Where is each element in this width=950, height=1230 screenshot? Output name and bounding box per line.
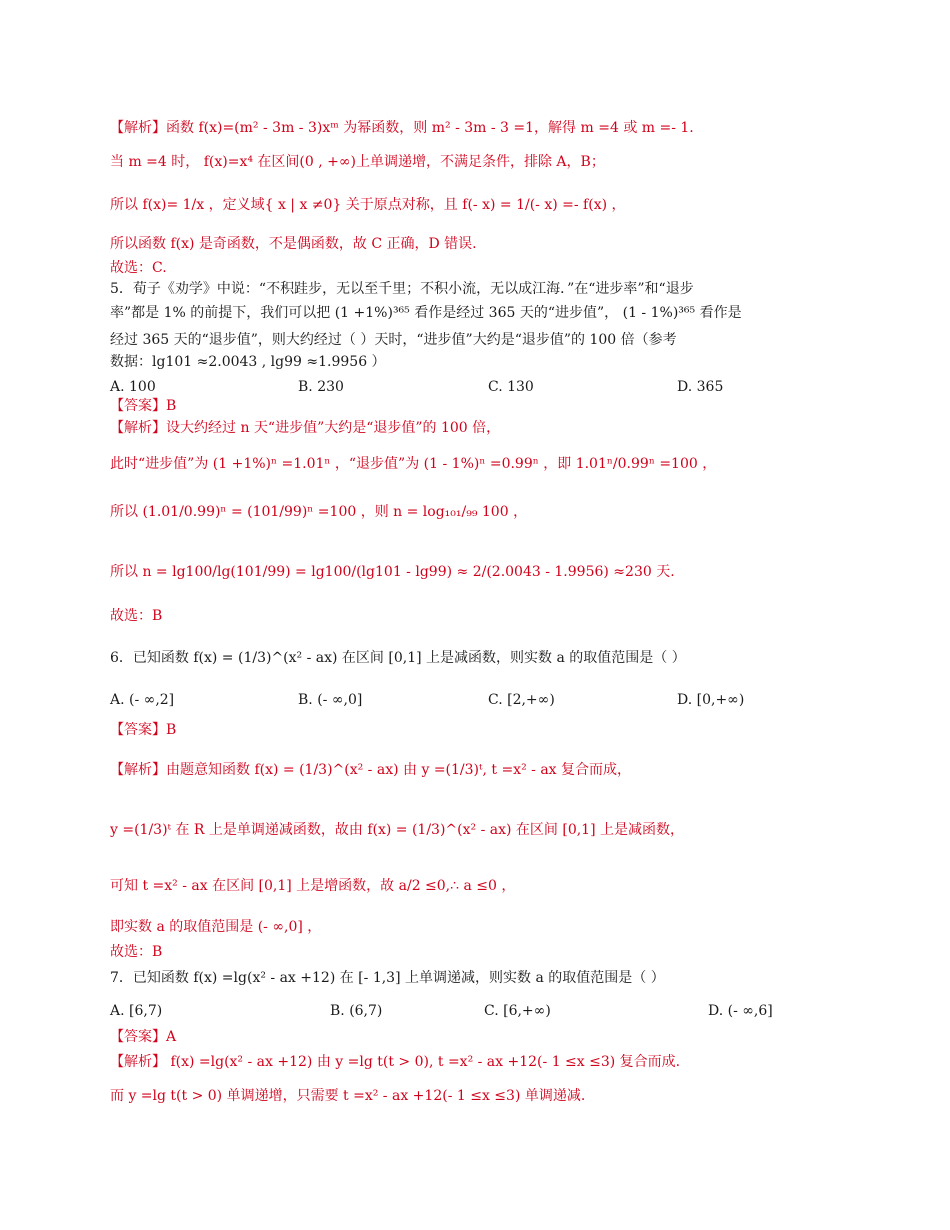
- q5-solution-line-1: 【解析】设大约经过 n 天“进步值”大约是“退步值”的 100 倍，: [110, 420, 501, 436]
- q6-option-b: B. (- ∞,0]: [298, 692, 363, 708]
- q5-stem-line-4: 数据：lg101 ≈2.0043 , lg99 ≈1.9956 ）: [110, 354, 386, 370]
- q4-solution-line-3: 所以 f(x)= 1/x ，定义域{ x | x ≠0} 关于原点对称，且 f(- x) = 1/(- x) =- f(x) ，: [110, 197, 626, 213]
- q4-solution-line-4: 所以函数 f(x) 是奇函数，不是偶函数，故 C 正确，D 错误.: [110, 236, 477, 252]
- q6-option-c: C. [2,+∞): [488, 692, 555, 708]
- q6-stem: 6．已知函数 f(x) = (1/3)^(x² - ax) 在区间 [0,1] 上是减函数，则实数 a 的取值范围是（ ）: [110, 650, 686, 666]
- q6-solution-line-2: y =(1/3)ᵗ 在 R 上是单调递减函数，故由 f(x) = (1/3)^(x² - ax) 在区间 [0,1] 上是减函数，: [110, 822, 684, 838]
- q4-solution-line-2: 当 m =4 时， f(x)=x⁴ 在区间(0 , +∞)上单调递增，不满足条件，排除 A，B；: [110, 154, 605, 170]
- q5-option-b: B. 230: [298, 379, 344, 395]
- q5-solution-line-3: 所以 (1.01/0.99)ⁿ = (101/99)ⁿ =100 ，则 n = log₁₀₁/₉₉ 100 ，: [110, 504, 528, 520]
- q6-choice: 故选：B: [110, 944, 163, 960]
- q5-solution-line-4: 所以 n = lg100/lg(101/99) = lg100/(lg101 - lg99) ≈ 2/(2.0043 - 1.9956) ≈230 天.: [110, 564, 675, 580]
- q7-option-b: B. (6,7): [330, 1003, 383, 1019]
- q5-stem-line-3: 经过 365 天的“退步值”，则大约经过（ ）天时，“进步值”大约是“退步值”的 100 倍（参考: [110, 332, 677, 348]
- q6-answer: 【答案】B: [110, 722, 177, 738]
- q5-option-d: D. 365: [677, 379, 724, 395]
- q5-stem-line-1: 5．荀子《劝学》中说：“不积跬步，无以至千里；不积小流，无以成江海．”在“进步率”和“退步: [110, 281, 694, 297]
- q7-option-a: A. [6,7): [110, 1003, 163, 1019]
- q4-choice: 故选：C.: [110, 260, 167, 276]
- q7-stem: 7．已知函数 f(x) =lg(x² - ax +12) 在 [- 1,3] 上单调递减，则实数 a 的取值范围是（ ）: [110, 970, 665, 986]
- q5-choice: 故选：B: [110, 608, 163, 624]
- q6-solution-line-1: 【解析】由题意知函数 f(x) = (1/3)^(x² - ax) 由 y =(1/3)ᵗ, t =x² - ax 复合而成，: [110, 762, 632, 778]
- q7-solution-line-2: 而 y =lg t(t > 0) 单调递增，只需要 t =x² - ax +12(- 1 ≤x ≤3) 单调递减.: [110, 1088, 586, 1104]
- q7-answer: 【答案】A: [110, 1029, 177, 1045]
- q6-solution-line-3: 可知 t =x² - ax 在区间 [0,1] 上是增函数，故 a/2 ≤0,∴ a ≤0 ，: [110, 878, 516, 894]
- q5-option-c: C. 130: [488, 379, 534, 395]
- q6-option-d: D. [0,+∞): [677, 692, 745, 708]
- q4-solution-line-1: 【解析】函数 f(x)=(m² - 3m - 3)xᵐ 为幂函数，则 m² - 3m - 3 =1，解得 m =4 或 m =- 1.: [110, 120, 694, 136]
- q5-answer: 【答案】B: [110, 398, 177, 414]
- q5-solution-line-2: 此时“进步值”为 (1 +1%)ⁿ =1.01ⁿ ，“退步值”为 (1 - 1%)ⁿ =0.99ⁿ ，即 1.01ⁿ/0.99ⁿ =100 ，: [110, 456, 717, 472]
- q5-stem-line-2: 率”都是 1% 的前提下，我们可以把 (1 +1%)³⁶⁵ 看作是经过 365 天的“进步值”， (1 - 1%)³⁶⁵ 看作是: [110, 305, 742, 321]
- q5-option-a: A. 100: [110, 379, 156, 395]
- q6-option-a: A. (- ∞,2]: [110, 692, 175, 708]
- q6-solution-line-4: 即实数 a 的取值范围是 (- ∞,0] ，: [110, 919, 322, 935]
- q7-option-d: D. (- ∞,6]: [708, 1003, 773, 1019]
- q7-option-c: C. [6,+∞): [484, 1003, 551, 1019]
- q7-solution-line-1: 【解析】 f(x) =lg(x² - ax +12) 由 y =lg t(t > 0), t =x² - ax +12(- 1 ≤x ≤3) 复合而成.: [110, 1054, 681, 1070]
